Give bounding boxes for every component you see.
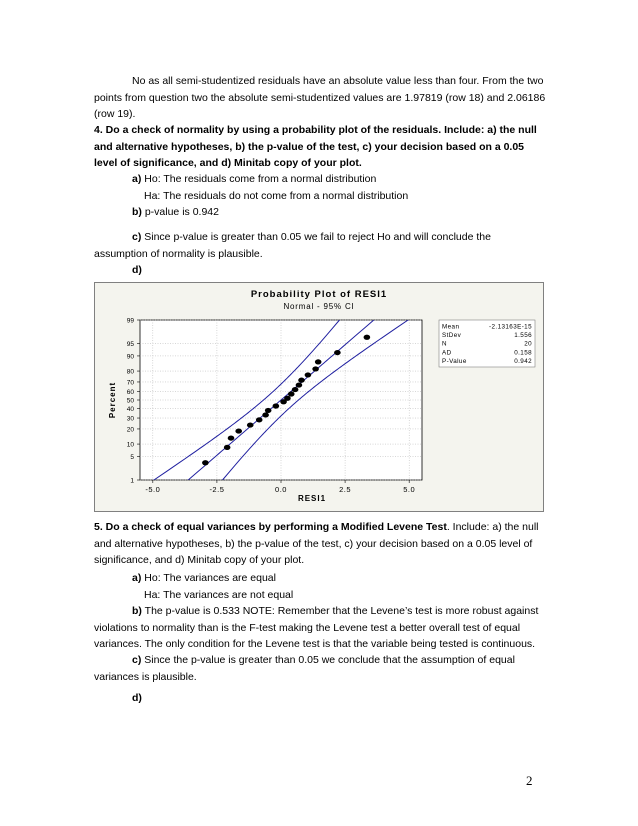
- x-tick-label: 2.5: [339, 485, 352, 494]
- y-tick-label: 50: [126, 397, 134, 405]
- q5-part-a: [132, 570, 293, 603]
- q4-b-text: p-value is 0.942: [141, 206, 219, 218]
- stat-value: 0.942: [514, 357, 532, 365]
- q5-heading-pre: 5. Do a check of equal variances by performing a: [94, 521, 341, 533]
- q5-a-label: a): [132, 572, 142, 584]
- stat-label: StDev: [442, 332, 462, 340]
- data-point: [315, 359, 322, 364]
- q4-heading: 4. Do a check of normality by using a probability plot of the residuals. Include: a) the null and alternative hypotheses, b) the p-value of the test, c) your decision based on a 0.05 level of significance, and d) Minitab copy of your plot.: [94, 124, 537, 169]
- data-point: [312, 366, 319, 371]
- y-tick-label: 90: [126, 353, 134, 361]
- y-axis-label: Percent: [108, 381, 117, 419]
- q4-a-h0: Ho: The residuals come from a normal distribution: [144, 173, 377, 185]
- stat-value: 20: [524, 340, 532, 348]
- data-point: [228, 435, 235, 440]
- data-point: [256, 417, 263, 422]
- probability-plot: [94, 282, 544, 512]
- data-point: [288, 391, 295, 396]
- q4-part-a: [132, 171, 408, 204]
- x-axis-label: RESI1: [297, 494, 327, 503]
- data-point: [235, 428, 242, 433]
- stat-label: P-Value: [442, 357, 467, 365]
- q5-b-text: The p-value is 0.533 NOTE: Remember that the Levene’s test is more robust against violations to normality than is the F-test making the Levene test a better overall test of equal variances. The only condition for the Levene test is that the variable being tested is continuous.: [94, 605, 539, 650]
- y-tick-label: 20: [126, 426, 134, 434]
- data-point: [224, 445, 231, 450]
- q5-heading-post: . Include: a) the null and alternative hypotheses, b) the p-value of the test, c) your decision based on a 0.05 level of significance, and d) Minitab copy of your plot.: [94, 521, 539, 566]
- y-tick-label: 30: [126, 415, 134, 423]
- data-point: [247, 422, 254, 427]
- y-tick-label: 60: [126, 388, 134, 396]
- y-tick-label: 70: [126, 379, 134, 387]
- data-point: [284, 396, 291, 401]
- q5-heading-bold: Modified Levene Test: [340, 521, 447, 533]
- q4-c-label: c): [132, 231, 142, 243]
- q4-b-label: b): [132, 206, 142, 218]
- q4-a-label: a): [132, 173, 142, 185]
- stat-value: -2.13163E-15: [489, 323, 532, 331]
- y-tick-label: 10: [126, 441, 134, 449]
- q5-c-label: c): [132, 654, 142, 666]
- data-point: [364, 335, 371, 340]
- q5-a-ha: Ha: The variances are not equal: [144, 588, 294, 601]
- q5-heading: [94, 519, 546, 569]
- q5-b-label: b): [132, 605, 142, 617]
- y-tick-label: 1: [130, 477, 134, 485]
- q5-d-label: d): [132, 692, 142, 704]
- q4-part-b: [132, 204, 219, 221]
- data-point: [292, 387, 299, 392]
- q5-part-c: [94, 652, 546, 685]
- stats-legend: [439, 320, 535, 367]
- y-tick-label: 80: [126, 368, 134, 376]
- data-point: [296, 382, 303, 387]
- plot-title: Probability Plot of RESI1: [250, 289, 388, 300]
- page-number: 2: [526, 773, 533, 788]
- x-tick-label: 0.0: [275, 485, 287, 494]
- q4-a-ha: Ha: The residuals do not come from a normal distribution: [144, 189, 409, 202]
- q4-c-text: Since p-value is greater than 0.05 we fail to reject Ho and will conclude the assumption of normality is plausible.: [94, 231, 491, 260]
- x-tick-label: -5.0: [145, 485, 161, 494]
- stat-value: 0.158: [514, 349, 532, 357]
- stat-label: Mean: [442, 323, 460, 331]
- y-tick-label: 95: [126, 340, 134, 348]
- data-point: [262, 412, 269, 417]
- data-point: [265, 408, 272, 413]
- data-point: [273, 403, 280, 408]
- plot-subtitle: Normal - 95% CI: [283, 302, 355, 311]
- stat-label: N: [442, 340, 447, 348]
- data-point: [305, 372, 312, 377]
- y-tick-label: 40: [126, 406, 134, 414]
- q4-part-c: [94, 229, 546, 262]
- data-point: [202, 460, 209, 465]
- q5-part-b: [94, 603, 546, 653]
- y-tick-label: 99: [126, 317, 134, 325]
- data-point: [334, 350, 341, 355]
- y-tick-label: 5: [130, 454, 134, 462]
- stat-value: 1.556: [514, 332, 532, 340]
- intro-paragraph: No as all semi-studentized residuals have an absolute value less than four. From the two points from question two the absolute semi-studentized values are 1.97819 (row 18) and 2.06186 (row 19).: [94, 75, 546, 120]
- q4-d-label: d): [132, 264, 142, 276]
- stat-label: AD: [442, 349, 452, 357]
- data-point: [298, 378, 305, 383]
- q5-c-text: Since the p-value is greater than 0.05 we conclude that the assumption of equal variances is plausible.: [94, 654, 515, 683]
- x-tick-label: 5.0: [403, 485, 416, 494]
- q5-a-h0: Ho: The variances are equal: [144, 572, 276, 584]
- x-tick-label: -2.5: [209, 485, 225, 494]
